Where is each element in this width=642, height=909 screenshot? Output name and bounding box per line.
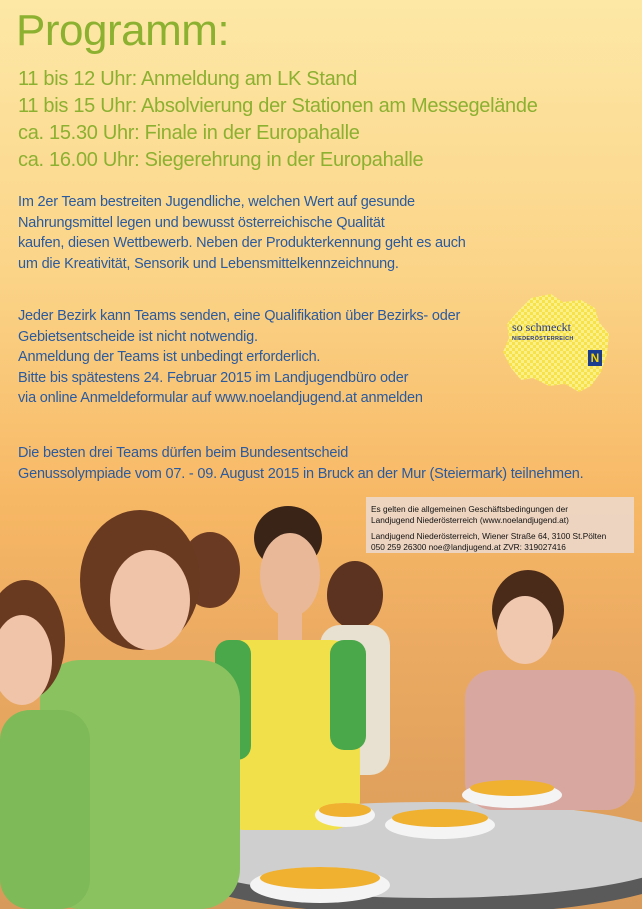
text-line: Bitte bis spätestens 24. Februar 2015 im Landjugendbüro oder: [18, 369, 409, 386]
schedule-item: ca. 15.30 Uhr: Finale in der Europahalle: [18, 122, 360, 144]
text-line: Nahrungsmittel legen und bewusst österreichische Qualität: [18, 214, 385, 231]
info-line: Landjugend Niederösterreich, Wiener Straße 64, 3100 St.Pölten: [371, 531, 607, 541]
page-title: Programm:: [16, 6, 230, 55]
schedule-item: 11 bis 12 Uhr: Anmeldung am LK Stand: [18, 68, 358, 90]
logo-subtext: NIEDERÖSTERREICH: [512, 336, 574, 342]
text-line: kaufen, diesen Wettbewerb. Neben der Produkterkennung geht es auch: [18, 235, 466, 251]
text-line: Die besten drei Teams dürfen beim Bundesentscheid: [18, 445, 349, 461]
logo-text: so schmeckt: [512, 320, 571, 334]
info-line: Es gelten die allgemeinen Geschäftsbedingungen der: [371, 504, 568, 514]
schedule-item: ca. 16.00 Uhr: Siegerehrung in der Europahalle: [18, 149, 424, 171]
text-line: via online Anmeldeformular auf www.noelandjugend.at anmelden: [18, 390, 423, 406]
so-schmeckt-logo-icon: [503, 294, 611, 392]
noe-badge-icon: N: [588, 350, 602, 366]
registration-paragraph: [18, 306, 460, 409]
schedule-item: 11 bis 15 Uhr: Absolvierung der Stationen am Messegelände: [18, 95, 538, 117]
info-line: 050 259 26300 noe@landjugend.at ZVR: 319027416: [371, 541, 566, 552]
text-line: Anmeldung der Teams ist unbedingt erforderlich.: [18, 349, 321, 365]
info-line: Landjugend Niederösterreich (www.noelandjugend.at): [371, 514, 569, 525]
schedule-list: [18, 66, 538, 174]
text-line: Gebietsentscheide ist nicht notwendig.: [18, 328, 258, 345]
text-line: um die Kreativität, Sensorik und Lebensmittelkennzeichnung.: [18, 255, 399, 272]
text-line: Jeder Bezirk kann Teams senden, eine Qualifikation über Bezirks- oder: [18, 308, 461, 324]
description-paragraph: [18, 192, 466, 274]
text-line: Genussolympiade vom 07. - 09. August 2015 in Bruck an der Mur (Steiermark) teilnehmen.: [18, 465, 584, 482]
legal-info-box: [366, 497, 634, 553]
text-line: Im 2er Team bestreiten Jugendliche, welchen Wert auf gesunde: [18, 194, 415, 210]
